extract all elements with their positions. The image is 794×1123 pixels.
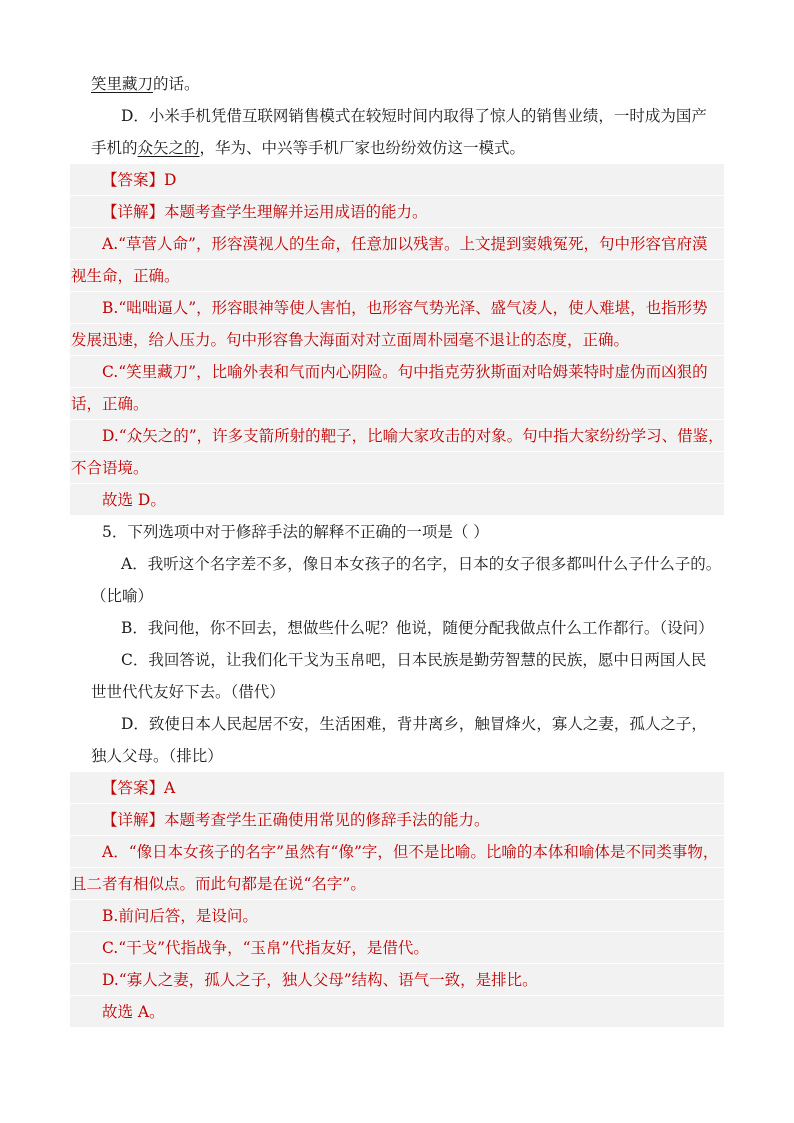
q4-detail-b-line1: B.“咄咄逼人”，形容眼神等使人害怕，也形容气势光泽、盛气凌人，使人难堪，也指形势 — [102, 299, 708, 317]
answer-tag: 【答案】 — [102, 171, 165, 189]
q5-conclusion: 故选 A。 — [102, 1003, 165, 1021]
q5-detail-c-line1: C.“干戈”代指战争，“玉帛”代指友好，是借代。 — [102, 939, 429, 957]
shade — [70, 388, 724, 419]
answer-tag: 【答案】 — [102, 779, 165, 797]
q5-answer-line — [102, 776, 175, 800]
detail-tag: 【详解】 — [102, 203, 165, 221]
q4-detail-b-line2: 发展迅速，给人压力。句中形容鲁大海面对对立面周朴园毫不退让的态度，正确。 — [71, 331, 630, 349]
q4-detail-c-line1: C.“笑里藏刀”，比喻外表和气而内心阴险。句中指克劳狄斯面对哈姆莱特时虚伪而凶狠的 — [102, 363, 708, 381]
q4-option-d-line1: D．小米手机凭借互联网销售模式在较短时间内取得了惊人的销售业绩，一时成为国产 — [121, 107, 707, 125]
q4-detail-c-line2: 话，正确。 — [71, 395, 149, 413]
q5-option-a-line2: （比喻） — [91, 587, 154, 605]
q4-detail-line: 【详解】本题考查学生理解并运用成语的能力。 — [102, 203, 428, 221]
q4-detail-a-line2: 视生命，正确。 — [71, 267, 180, 285]
q5-detail-a-line1: A．“像日本女孩子的名字”虽然有“像”字，但不是比喻。比喻的本体和喻体是不同类事物， — [102, 843, 719, 861]
q5-option-c-line1: C．我回答说，让我们化干戈为玉帛吧，日本民族是勤劳智慧的民族，愿中日两国人民 — [121, 651, 707, 669]
q5-detail-b-line1: B.前问后答，是设问。 — [102, 907, 258, 925]
q4-conclusion: 故选 D。 — [102, 491, 166, 509]
answer-value: D — [164, 171, 177, 189]
q4-option-d-line2: 手机的众矢之的，华为、中兴等手机厂家也纷纷效仿这一模式。 — [91, 139, 526, 157]
q5-option-a-line1: A．我听这个名字差不多，像日本女孩子的名字，日本的女子很多都叫什么子什么子的。 — [121, 555, 722, 573]
q5-option-c-line2: 世世代代友好下去。（借代） — [91, 683, 285, 701]
q4-detail-d-line1: D.“众矢之的”，许多支箭所射的靶子，比喻大家攻击的对象。句中指大家纷纷学习、借鉴， — [102, 427, 724, 445]
detail-tag: 【详解】 — [102, 811, 165, 829]
shade — [70, 452, 724, 483]
q4-detail-d-line2: 不合语境。 — [71, 459, 149, 477]
q5-option-d-line2: 独人父母。（排比） — [91, 747, 223, 765]
answer-value: A — [164, 779, 176, 797]
q5-detail-line: 【详解】本题考查学生正确使用常见的修辞手法的能力。 — [102, 811, 490, 829]
shade — [70, 484, 724, 515]
q4-detail-a-line1: A.“草菅人命”，形容漠视人的生命，任意加以残害。上文提到窦娥冤死，句中形容官府漠 — [102, 235, 708, 253]
q5-detail-d-line1: D.“寡人之妻，孤人之子，独人父母”结构、语气一致，是排比。 — [102, 971, 538, 989]
q5-detail-a-line2: 且二者有相似点。而此句都是在说“名字”。 — [71, 875, 366, 893]
q5-option-d-line1: D．致使日本人民起居不安，生活困难，背井离乡，触冒烽火，寡人之妻，孤人之子， — [121, 715, 707, 733]
underlined-idiom: 笑里藏刀 — [91, 75, 154, 93]
underlined-idiom: 众矢之的 — [137, 139, 200, 157]
q5-stem: 5．下列选项中对于修辞手法的解释不正确的一项是（ ） — [102, 523, 489, 541]
shade — [70, 996, 724, 1027]
q4-option-c-tail: 笑里藏刀的话。 — [91, 75, 200, 93]
q4-answer-line — [102, 168, 176, 192]
q5-option-b-line1: B．我问他，你不回去，想做些什么呢？他说，随便分配我做点什么工作都行。（设问） — [121, 619, 714, 637]
